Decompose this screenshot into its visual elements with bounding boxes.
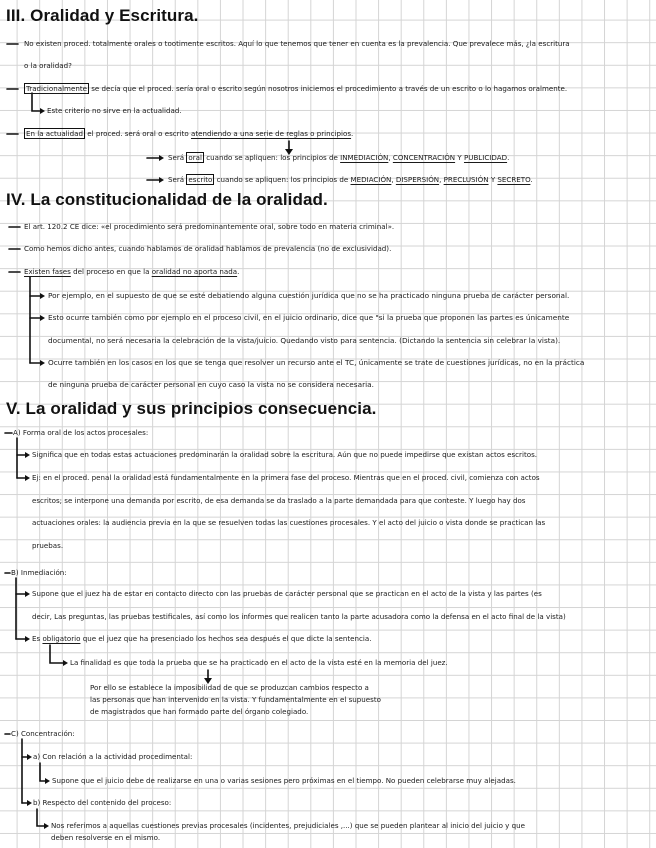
s4-bullet-2b: documental, no será necesaria la celebración de la vista/juicio. Quedando visto para sentencia. (Dictando la sentencia sin celebrar la vista). (48, 336, 561, 345)
s4-para-1: El art. 120.2 CE dice: «el procedimiento será predominantemente oral, sobre todo en materia criminal». (24, 222, 395, 231)
s5-B-1a: Supone que el juez ha de estar en contacto directo con las pruebas de carácter personal que se practican en el acto de la vista y las partes (es (32, 589, 542, 598)
heading-principios: V. La oralidad y sus principios consecuencia. (6, 399, 377, 418)
s5-B-4a: Por ello se establece la imposibilidad de que se produzcan cambios respecto a (90, 683, 369, 692)
s5-B-title: B) Inmediación: (11, 568, 67, 577)
s5-B-2: Es obligatorio que el juez que ha presenciado los hechos sea después el que dicte la sentencia. (32, 634, 372, 643)
s4-bullet-3a: Ocurre también en los casos en los que se tenga que resolver un recurso ante el TC, únicamente se trate de cuestiones jurídicas, no en la práctica (48, 358, 585, 367)
s5-A-title: A) Forma oral de los actos procesales: (13, 428, 149, 437)
s4-bullet-3b: de ninguna prueba de carácter personal en cuyo caso la vista no se considera necesaria. (48, 380, 374, 389)
s5-A-1: Significa que en todas estas actuaciones predominarán la oralidad sobre la escritura. Aún que no puede impedirse que existan actos escritos. (32, 450, 538, 459)
boxed-escrito: escrito (188, 175, 213, 184)
rule-escrito: Será escrito cuando se apliquen: los principios de MEDIACIÓN, DISPERSIÓN, PRECLUSIÓN Y SECRETO. (168, 175, 533, 184)
s5-A-2c: actuaciones orales: la audiencia previa en la que se resuelven todas las cuestiones procesales. Y el acto del juicio o vista donde se practican las (32, 518, 546, 527)
s5-C-b-1b: deben resolverse en el mismo. (51, 833, 161, 842)
heading-oralidad-escritura: III. Oralidad y Escritura. (6, 6, 199, 25)
s5-C-b-1a: Nos referimos a aquellas cuestiones previas procesales (incidentes, prejudiciales ,...) que se pueden plantear al inicio del juicio y que (51, 821, 525, 830)
s5-C-title: C) Concentración: (11, 729, 75, 738)
s3-para-2: Tradicionalmente se decía que el proced. sería oral o escrito según nosotros iniciemos el procedimiento a través de un escrito o lo hagamos oralmente. (26, 84, 568, 93)
boxed-oral: oral (188, 153, 202, 162)
s4-bullet-1: Por ejemplo, en el supuesto de que se esté debatiendo alguna cuestión jurídica que no se ha practicado ninguna prueba de carácter personal. (48, 291, 570, 300)
heading-constitucionalidad: IV. La constitucionalidad de la oralidad. (6, 190, 328, 209)
s5-A-2a: Ej: en el proced. penal la oralidad está fundamentalmente en la primera fase del proceso. Mientras que en el proced. civil, comienza con actos (32, 473, 540, 482)
s5-B-4b: las personas que han intervenido en la vista. Y fundamentalmente en el supuesto (90, 695, 381, 704)
s5-C-b: b) Respecto del contenido del proceso: (33, 798, 172, 807)
boxed-tradicionalmente: Tradicionalmente (26, 84, 87, 93)
s3-para-3: En la actualidad el proced. será oral o escrito atendiendo a una serie de reglas o principios. (26, 129, 354, 138)
s4-para-3: Existen fases del proceso en que la oralidad no aporta nada. (24, 267, 240, 276)
s5-B-4c: de magistrados que han formado parte del órgano colegiado. (90, 707, 309, 716)
s5-A-2b: escritos; se interpone una demanda por escrito, de esa demanda se da traslado a la parte demandada para que conteste. Y luego hay dos (32, 496, 526, 505)
s3-para-1b: o la oralidad? (24, 61, 72, 70)
s3-para-1a: No existen proced. totalmente orales o tootimente escritos. Aquí lo que tenemos que tener en cuenta es la prevalencia. Que prevalece más, ¿la escritura (24, 39, 570, 48)
rule-oral: Será oral cuando se apliquen: los principios de INMEDIACIÓN, CONCENTRACIÓN Y PUBLICIDAD. (168, 153, 510, 162)
s4-bullet-2a: Esto ocurre también como por ejemplo en el proceso civil, en el juicio ordinario, dice que "si la prueba que proponen las partes es únicamente (48, 313, 570, 322)
s5-A-2d: pruebas. (32, 541, 64, 550)
s3-para-2-sub: Este criterio no sirve en la actualidad. (47, 106, 182, 115)
s5-B-3: La finalidad es que toda la prueba que se ha practicado en el acto de la vista esté en la memoria del juez. (70, 658, 448, 667)
boxed-en-la-actualidad: En la actualidad (26, 129, 83, 138)
s5-C-a-1: Supone que el juicio debe de realizarse en una o varias sesiones pero próximas en el tiempo. No pueden celebrarse muy alejadas. (52, 776, 516, 785)
s4-para-2: Como hemos dicho antes, cuando hablamos de oralidad hablamos de prevalencia (no de exclusividad). (24, 244, 392, 253)
s5-B-1b: decir, Las preguntas, las pruebas testificales, así como los informes que realicen tanto la parte acusadora como la defensa en el acto final de la vista) (32, 612, 566, 621)
underlined-reglas: atendiendo a una serie de reglas o principios (190, 129, 352, 138)
s5-C-a: a) Con relación a la actividad procedimental: (33, 752, 193, 761)
